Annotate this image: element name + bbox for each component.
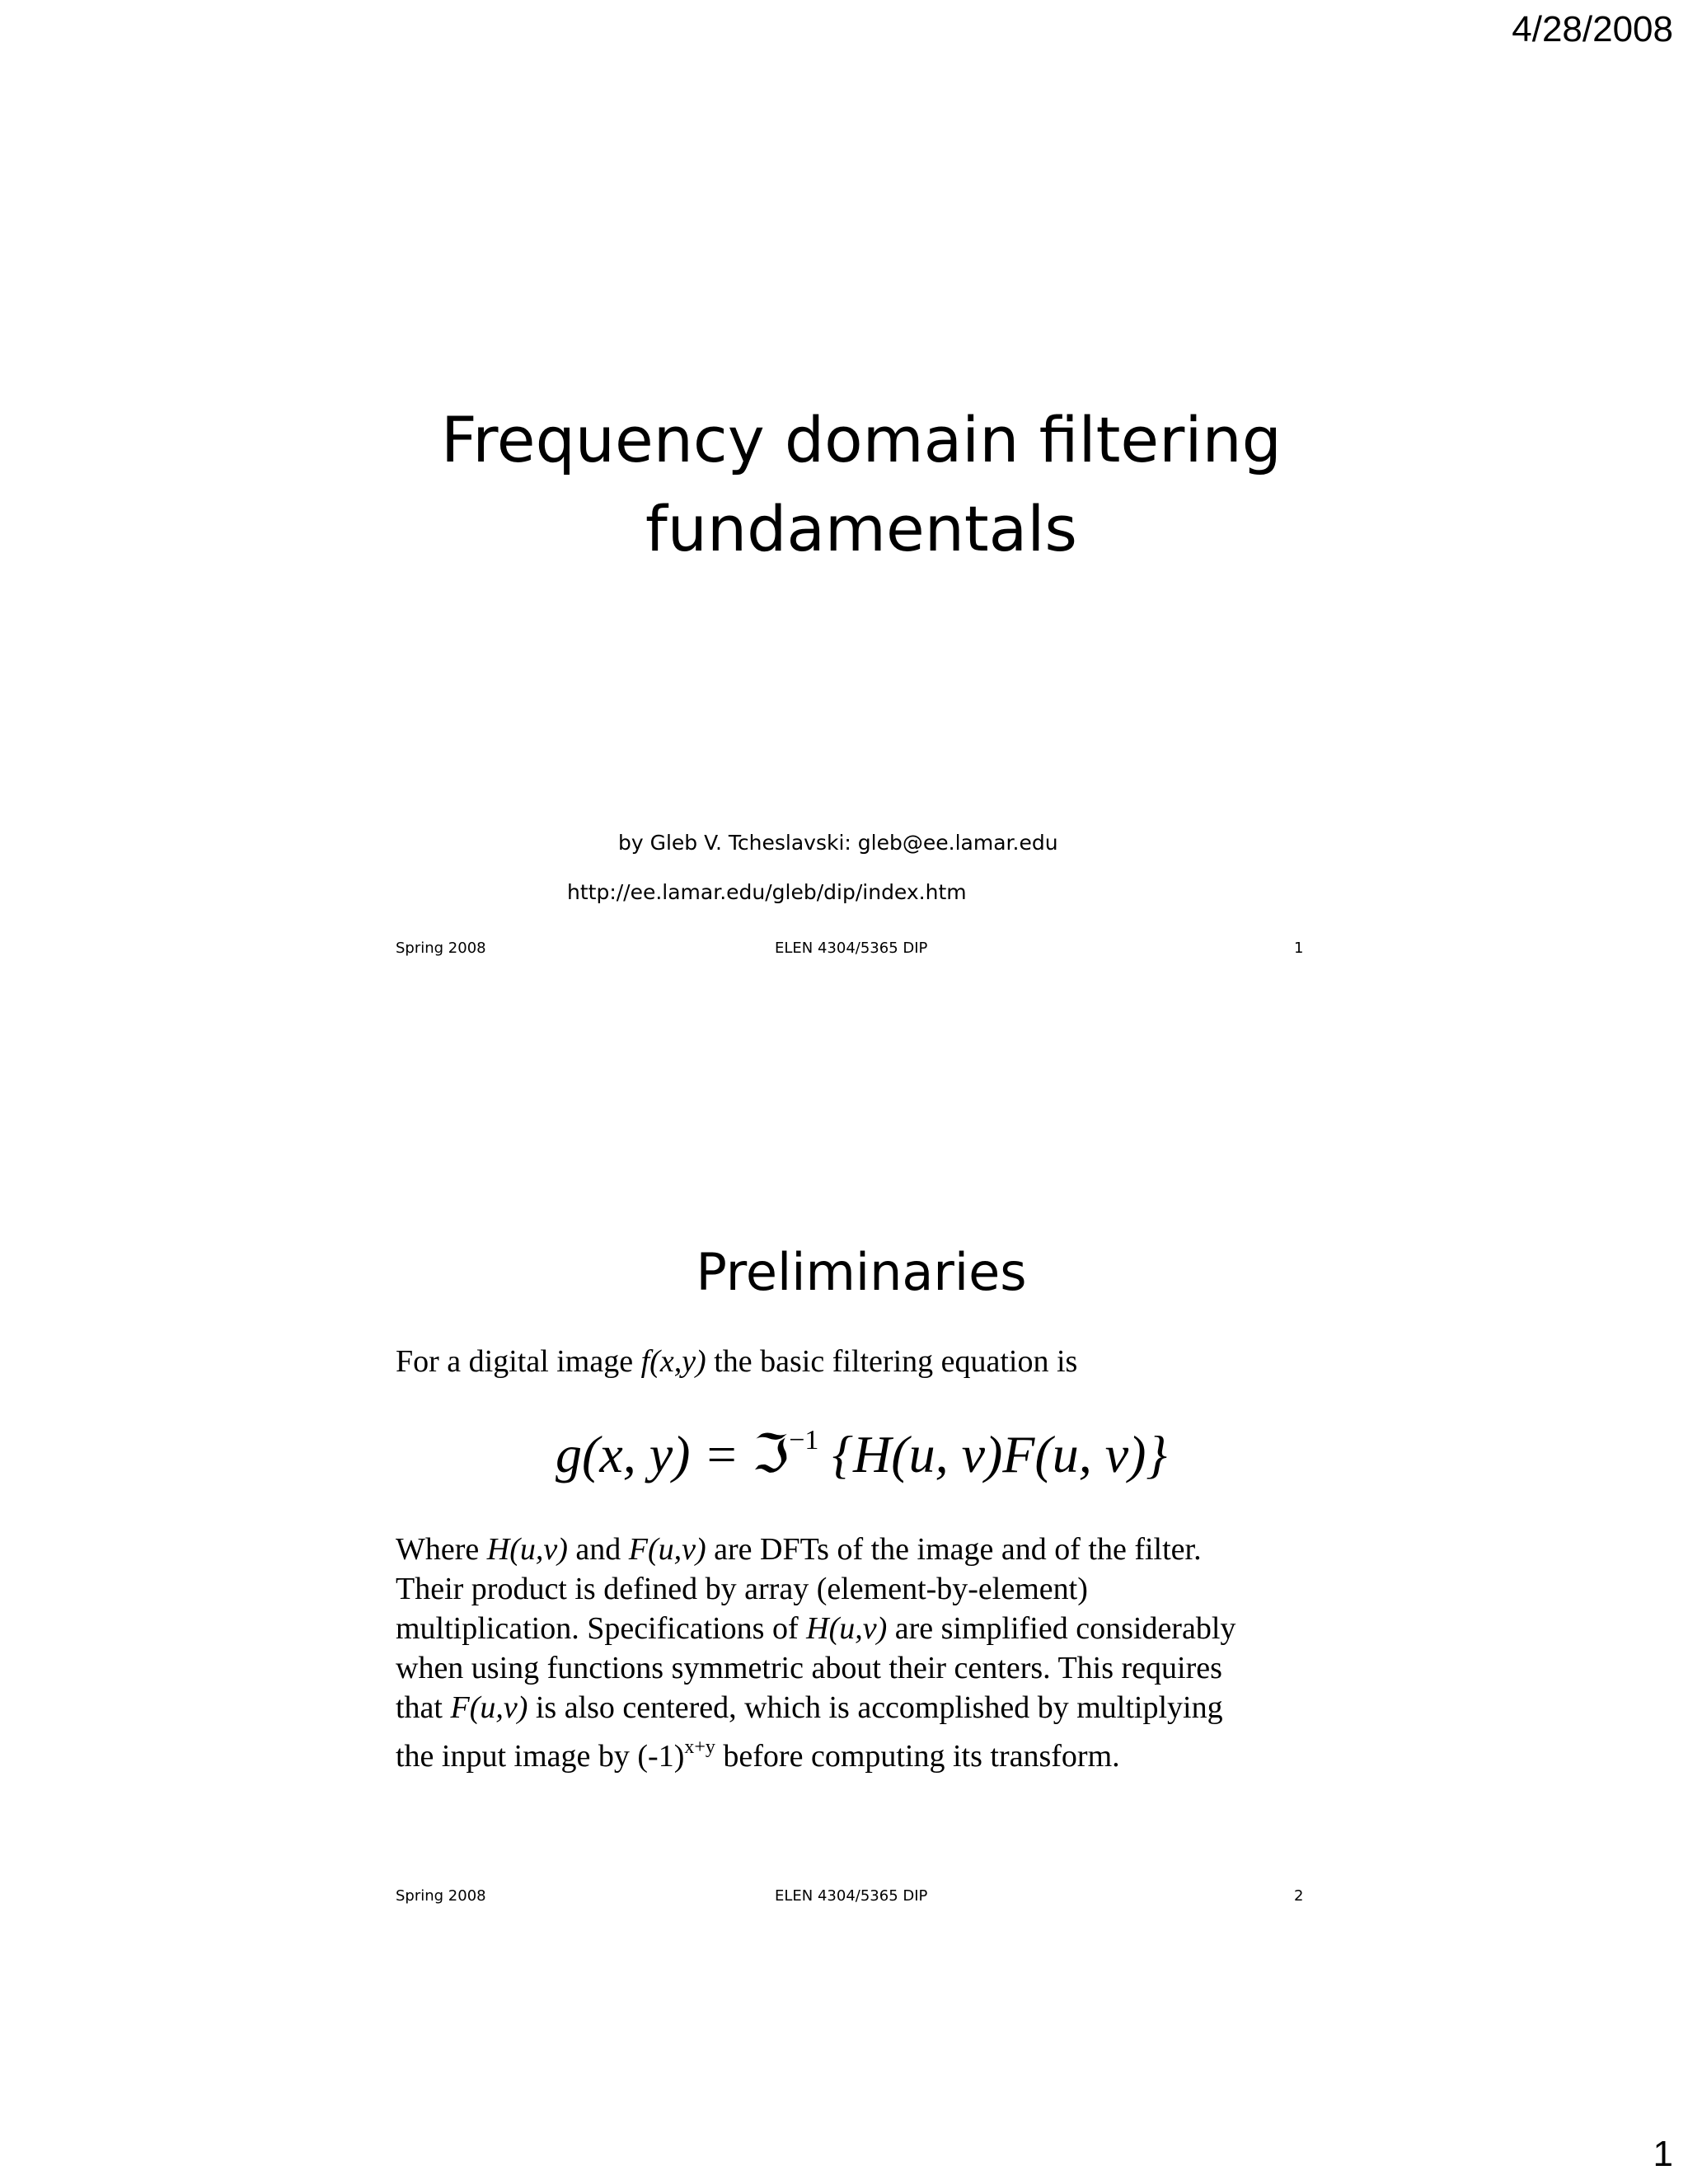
slide-2 <box>387 1203 1335 1929</box>
slide-2-title: Preliminaries <box>696 1242 1027 1302</box>
body-line-5-part-2: is also centered, which is accomplished by multiplying <box>528 1690 1223 1725</box>
body-line-5-f: F(u,v) <box>450 1690 528 1725</box>
slide-1-footer-term: Spring 2008 <box>396 940 486 957</box>
slide-1-title-line-1: Frequency domain filtering <box>441 403 1282 476</box>
body-line-2: Their product is defined by array (element-by-element) <box>396 1572 1088 1606</box>
equation-rhs: {H(u, v)F(u, v)} <box>818 1425 1167 1483</box>
slide-1-footer-number: 1 <box>1294 940 1304 957</box>
handout-page-number: 1 <box>1653 2134 1673 2174</box>
body-line-6-part-1: the input image by (-1) <box>396 1739 685 1774</box>
slide-2-footer-number: 2 <box>1294 1887 1304 1905</box>
body-line-4: when using functions symmetric about their centers. This requires <box>396 1651 1222 1685</box>
equation-lhs: g(x, y) = <box>556 1425 753 1483</box>
body-line-3-part-1: multiplication. Specifications of <box>396 1611 807 1646</box>
body-line-1-part-1: Where <box>396 1532 487 1567</box>
slide-1-title <box>387 396 1335 574</box>
body-line-1-f: F(u,v) <box>628 1532 706 1567</box>
slide-1-footer-course: ELEN 4304/5365 DIP <box>775 940 928 957</box>
slide-2-footer-course: ELEN 4304/5365 DIP <box>775 1887 928 1905</box>
intro-text-func: f(x,y) <box>640 1344 706 1379</box>
body-line-1 <box>396 1530 1319 1569</box>
slide-1 <box>387 346 1335 981</box>
equation-operator: ℑ <box>752 1425 790 1483</box>
body-line-5 <box>396 1688 1319 1727</box>
body-line-1-h: H(u,v) <box>486 1532 568 1567</box>
body-text <box>396 1530 1319 1776</box>
body-line-1-part-3: are DFTs of the image and of the filter. <box>706 1532 1202 1567</box>
body-line-3-h: H(u,v) <box>806 1611 888 1646</box>
slide-1-title-line-2: fundamentals <box>645 492 1077 565</box>
author-line: by Gleb V. Tcheslavski: gleb@ee.lamar.edu <box>618 831 1058 855</box>
body-line-1-part-2: and <box>567 1532 629 1567</box>
body-line-6 <box>396 1727 1319 1776</box>
handout-date: 4/28/2008 <box>1512 9 1673 49</box>
body-line-5-part-1: that <box>396 1690 451 1725</box>
slide-2-footer-term: Spring 2008 <box>396 1887 486 1905</box>
body-line-3 <box>396 1609 1319 1648</box>
filtering-equation <box>387 1408 1335 1488</box>
intro-text <box>396 1342 1319 1381</box>
body-line-3-part-2: are simplified considerably <box>887 1611 1236 1646</box>
equation-superscript: −1 <box>789 1425 819 1455</box>
body-line-6-part-2: before computing its transform. <box>715 1739 1120 1774</box>
body-line-6-superscript: x+y <box>684 1736 715 1758</box>
intro-text-before: For a digital image <box>396 1344 641 1379</box>
course-url: http://ee.lamar.edu/gleb/dip/index.htm <box>567 880 967 904</box>
intro-text-after: the basic filtering equation is <box>706 1344 1078 1379</box>
